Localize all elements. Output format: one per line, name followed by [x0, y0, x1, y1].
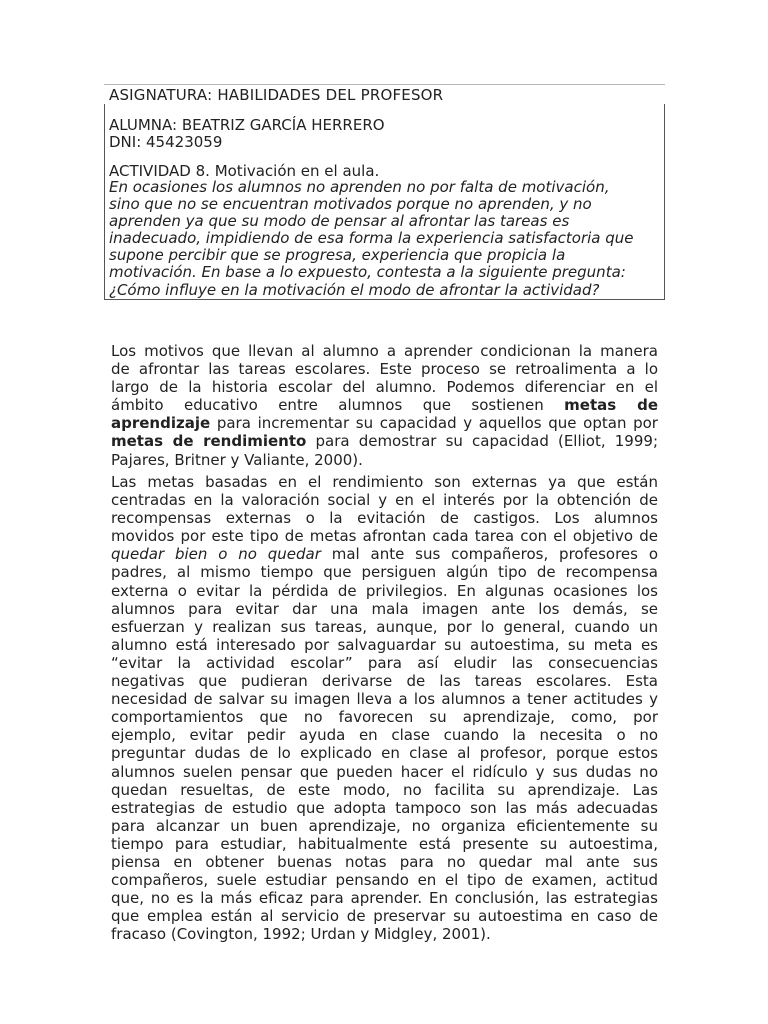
- student-id: DNI: 45423059: [109, 133, 223, 151]
- text-run: ámbito educativo entre alumnos que sostienen: [111, 396, 544, 415]
- paragraph-line: que, no es la más eficaz para aprender. En conclusión, las estrategias: [111, 889, 658, 908]
- paragraph-line: esfuerzan y realizan sus tareas, aunque, por lo general, cuando un: [111, 617, 658, 636]
- paragraph-1: [111, 342, 658, 469]
- paragraph-line: Pajares, Britner y Valiante, 2000).: [111, 450, 363, 469]
- prompt-line: supone percibir que se progresa, experiencia que propicia la: [109, 246, 566, 265]
- prompt-line: ¿Cómo influye en la motivación el modo de afrontar la actividad?: [109, 280, 600, 299]
- bold-term: metas de: [564, 396, 658, 415]
- prompt-line: sino que no se encuentran motivados porque no aprenden, y no: [109, 195, 592, 214]
- paragraph-line: externa o evitar la pérdida de privilegios. En algunas ocasiones los: [111, 581, 658, 600]
- paragraph-line: [111, 414, 658, 432]
- paragraph-line: para alcanzar un buen aprendizaje, no organiza eficientemente su: [111, 816, 658, 835]
- paragraph-line: Los motivos que llevan al alumno a aprender condicionan la manera: [111, 342, 658, 360]
- paragraph-line: compañeros, suele estudiar pensando en el tipo de examen, actitud: [111, 871, 658, 890]
- paragraph-line: recompensas externas o la evitación de castigos. Los alumnos: [111, 509, 658, 528]
- paragraph-line: fracaso (Covington, 1992; Urdan y Midgley, 2001).: [111, 925, 491, 944]
- text-run: mal ante sus compañeros, profesores o: [331, 545, 658, 564]
- paragraph-line: estrategias de estudio que adopta tampoco son las más adecuadas: [111, 798, 658, 817]
- activity-title: ACTIVIDAD 8. Motivación en el aula.: [109, 162, 380, 180]
- paragraph-line: ejemplo, evitar pedir ayuda en clase cuando la necesita o no: [111, 726, 658, 745]
- paragraph-line: piensa en obtener buenas notas para no quedar mal ante sus: [111, 852, 658, 871]
- activity-prompt: [109, 179, 654, 299]
- paragraph-line: “evitar la actividad escolar” para así eludir las consecuencias: [111, 653, 658, 672]
- paragraph-line: comportamientos que no favorecen su aprendizaje, como, por: [111, 708, 658, 727]
- prompt-line: motivación. En base a lo expuesto, contesta a la siguiente pregunta:: [109, 263, 626, 282]
- bold-term: aprendizaje: [111, 414, 211, 433]
- paragraph-line: negativas que pudieran derivarse de las tareas escolares. Esta: [111, 672, 658, 691]
- prompt-line: aprenden ya que su modo de pensar al afrontar las tareas es: [109, 212, 570, 231]
- subject-heading: ASIGNATURA: HABILIDADES DEL PROFESOR: [109, 86, 444, 104]
- prompt-line: inadecuado, impidiendo de esa forma la experiencia satisfactoria que: [109, 229, 634, 248]
- student-info: [109, 117, 385, 151]
- italic-phrase: quedar bien o no quedar: [111, 545, 321, 564]
- paragraph-line: preguntar dudas de lo explicado en clase al profesor, porque estos: [111, 744, 658, 763]
- header-top-rule: [104, 84, 665, 85]
- prompt-line: En ocasiones los alumnos no aprenden no por falta de motivación,: [109, 178, 610, 196]
- paragraph-line: alumnos suelen pensar que pueden hacer el ridículo y sus dudas no: [111, 762, 658, 781]
- paragraph-line: de afrontar las tareas escolares. Este proceso se retroalimenta a lo: [111, 360, 658, 379]
- paragraph-line: tiempo para estudiar, habitualmente está presente su autoestima,: [111, 834, 658, 853]
- bold-term: metas de rendimiento: [111, 432, 307, 451]
- student-name: ALUMNA: BEATRIZ GARCÍA HERRERO: [109, 116, 385, 134]
- paragraph-2: [111, 473, 658, 943]
- paragraph-line: movidos por este tipo de metas afrontan cada tarea con el objetivo de: [111, 527, 658, 546]
- paragraph-line: quedan resueltas, de este modo, no facilita su aprendizaje. Las: [111, 780, 658, 799]
- paragraph-line: [111, 396, 658, 414]
- paragraph-line: alumno está interesado por salvaguardar su autoestima, su meta es: [111, 635, 658, 654]
- paragraph-line: [111, 432, 658, 450]
- paragraph-line: centradas en la valoración social y en el interés por la obtención de: [111, 491, 658, 510]
- paragraph-line: Las metas basadas en el rendimiento son externas ya que están: [111, 473, 658, 491]
- text-run: para demostrar su capacidad (Elliot, 1999;: [315, 432, 658, 451]
- paragraph-line: necesidad de salvar su imagen lleva a los alumnos a tener actitudes y: [111, 690, 658, 709]
- paragraph-line: largo de la historia escolar del alumno. Podemos diferenciar en el: [111, 378, 658, 397]
- paragraph-line: [111, 545, 658, 563]
- paragraph-line: alumnos para evitar dar una mala imagen ante los demás, se: [111, 599, 658, 618]
- paragraph-line: que emplea están al servicio de preservar su autoestima en caso de: [111, 907, 658, 926]
- paragraph-line: padres, al mismo tiempo que persiguen algún tipo de recompensa: [111, 563, 658, 582]
- text-run: para incrementar su capacidad y aquellos que optan por: [216, 414, 658, 433]
